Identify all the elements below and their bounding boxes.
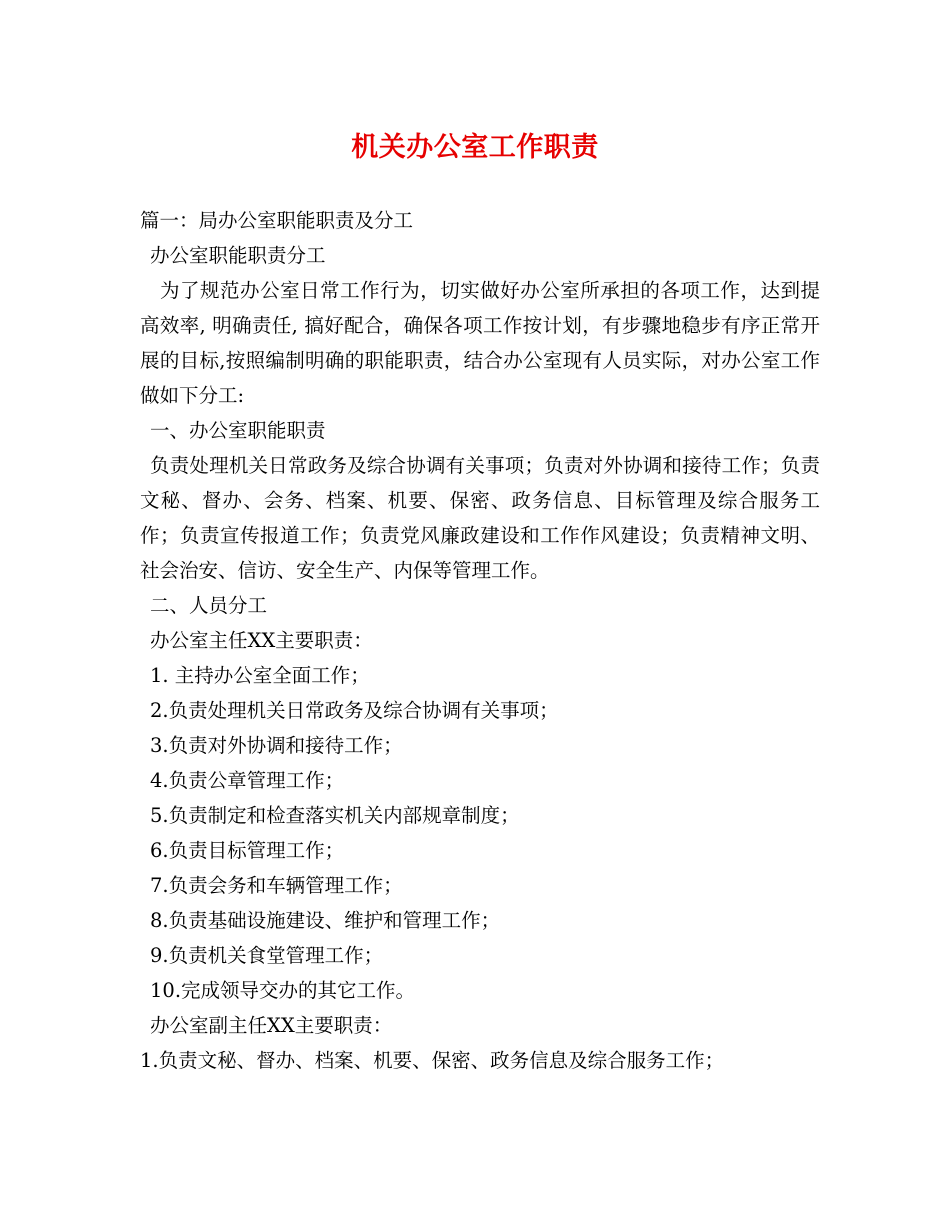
list-item: 9.负责机关食堂管理工作； — [150, 944, 384, 967]
sub-heading: 办公室职能职责分工 — [150, 244, 326, 267]
deputy-heading: 办公室副主任XX主要职责： — [150, 1014, 393, 1037]
part2-heading: 二、人员分工 — [150, 594, 268, 617]
list-item: 10.完成领导交办的其它工作。 — [150, 979, 416, 1002]
deputy-duty-list — [140, 1043, 820, 1078]
list-item: 1.负责文秘、督办、档案、机要、保密、政务信息及综合服务工作； — [140, 1049, 725, 1072]
list-item: 2.负责处理机关日常政务及综合协调有关事项； — [150, 699, 559, 722]
list-item: 1. 主持办公室全面工作； — [150, 664, 370, 687]
list-item: 3.负责对外协调和接待工作； — [150, 734, 403, 757]
part1-heading: 一、办公室职能职责 — [150, 419, 326, 442]
list-item: 6.负责目标管理工作； — [150, 839, 345, 862]
intro-paragraph: 为了规范办公室日常工作行为，切实做好办公室所承担的各项工作，达到提高效率, 明确责任, 搞好配合，确保各项工作按计划，有步骤地稳步有序正常开展的目标,按照编制明确的职能职责，结合办公室现有人员实际，对办公室工作做如下分工: — [140, 279, 820, 407]
document-title: 机关办公室工作职责 — [351, 132, 599, 163]
director-heading: 办公室主任XX主要职责： — [150, 629, 373, 652]
list-item: 8.负责基础设施建设、维护和管理工作； — [150, 909, 501, 932]
section-heading: 篇一：局办公室职能职责及分工 — [140, 209, 414, 232]
list-item: 7.负责会务和车辆管理工作； — [150, 874, 403, 897]
list-item: 4.负责公章管理工作； — [150, 769, 345, 792]
director-duty-list — [140, 658, 820, 1008]
document-body — [140, 203, 820, 1078]
list-item: 5.负责制定和检查落实机关内部规章制度； — [150, 804, 520, 827]
part1-paragraph: 负责处理机关日常政务及综合协调有关事项；负责对外协调和接待工作；负责文秘、督办、会务、档案、机要、保密、政务信息、目标管理及综合服务工作；负责宣传报道工作；负责党风廉政建设和工作作风建设；负责精神文明、社会治安、信访、安全生产、内保等管理工作。 — [140, 454, 820, 582]
